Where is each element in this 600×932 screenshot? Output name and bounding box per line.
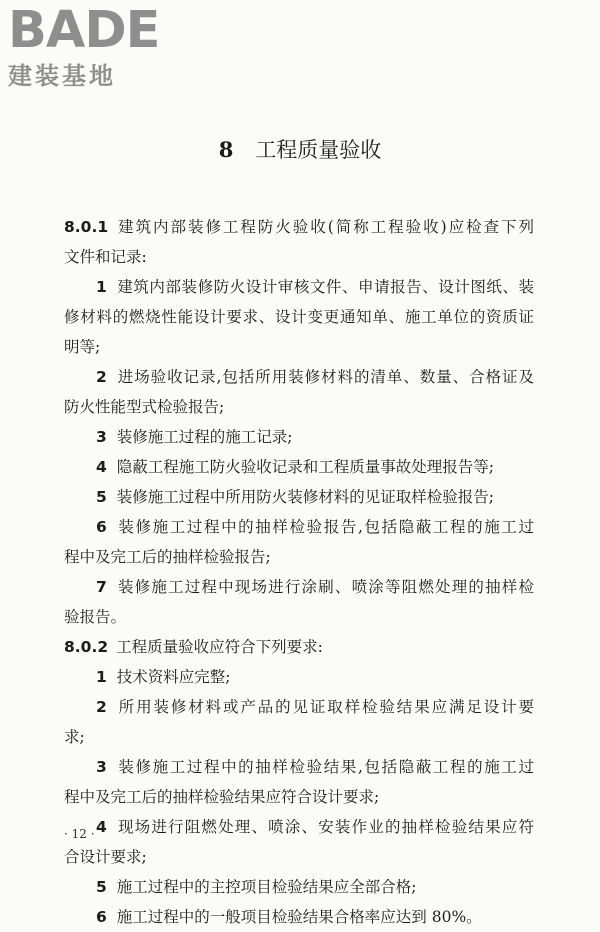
list-item-continuation: 求; — [64, 728, 85, 746]
list-item: 1 建筑内部装修防火设计审核文件、申请报告、设计图纸、装 — [96, 278, 534, 296]
item-number: 6 — [96, 518, 107, 536]
clause-8-0-1-line: 8.0.1 建筑内部装修工程防火验收(简称工程验收)应检查下列 — [64, 218, 534, 236]
list-item-continuation: 防火性能型式检验报告; — [64, 398, 225, 416]
chapter-heading — [0, 136, 600, 164]
list-item: 7 装修施工过程中现场进行涂刷、喷涂等阻燃处理的抽样检 — [96, 578, 534, 596]
list-item-continuation: 修材料的燃烧性能设计要求、设计变更通知单、施工单位的资质证 — [64, 308, 534, 326]
item-number: 4 — [96, 818, 107, 836]
item-number: 6 — [96, 908, 107, 926]
logo-wordmark: BADE — [8, 1, 160, 60]
list-item: 2 进场验收记录,包括所用装修材料的清单、数量、合格证及 — [96, 368, 534, 386]
item-number: 7 — [96, 578, 107, 596]
item-number: 5 — [96, 488, 107, 506]
item-number: 3 — [96, 428, 107, 446]
list-item: 3 装修施工过程中的抽样检验结果,包括隐蔽工程的施工过 — [96, 758, 534, 776]
chapter-number: 8 — [218, 137, 234, 162]
list-item-continuation: 程中及完工后的抽样检验报告; — [64, 548, 271, 566]
item-number: 2 — [96, 368, 107, 386]
body-text — [64, 212, 534, 932]
clause-8-0-2-line: 8.0.2 工程质量验收应符合下列要求: — [64, 638, 323, 656]
list-item: 5 装修施工过程中所用防火装修材料的见证取样检验报告; — [96, 488, 495, 506]
item-number: 4 — [96, 458, 107, 476]
list-item-continuation: 明等; — [64, 338, 101, 356]
clause-8-0-1-line: 文件和记录: — [64, 248, 147, 266]
clause-number: 8.0.1 — [64, 218, 109, 236]
list-item: 6 装修施工过程中的抽样检验报告,包括隐蔽工程的施工过 — [96, 518, 534, 536]
bade-logo — [8, 1, 160, 90]
list-item: 6 施工过程中的一般项目检验结果合格率应达到 80%。 — [96, 908, 482, 926]
page-number: · 12 · — [64, 827, 95, 841]
item-number: 1 — [96, 668, 107, 686]
list-item: 3 装修施工过程的施工记录; — [96, 428, 293, 446]
item-number: 5 — [96, 878, 107, 896]
item-number: 2 — [96, 698, 107, 716]
clause-number: 8.0.2 — [64, 638, 109, 656]
list-item-continuation: 验报告。 — [64, 608, 127, 626]
item-number: 1 — [96, 278, 107, 296]
list-item: 4 现场进行阻燃处理、喷涂、安装作业的抽样检验结果应符 — [96, 818, 534, 836]
list-item: 1 技术资料应完整; — [96, 668, 231, 686]
chapter-title: 工程质量验收 — [255, 138, 382, 162]
item-number: 3 — [96, 758, 107, 776]
list-item: 4 隐蔽工程施工防火验收记录和工程质量事故处理报告等; — [96, 458, 495, 476]
logo-chinese-name: 建装基地 — [8, 62, 116, 90]
list-item: 2 所用装修材料或产品的见证取样检验结果应满足设计要 — [96, 698, 534, 716]
list-item: 5 施工过程中的主控项目检验结果应全部合格; — [96, 878, 417, 896]
list-item-continuation: 程中及完工后的抽样检验结果应符合设计要求; — [64, 788, 380, 806]
list-item-continuation: 合设计要求; — [64, 848, 147, 866]
